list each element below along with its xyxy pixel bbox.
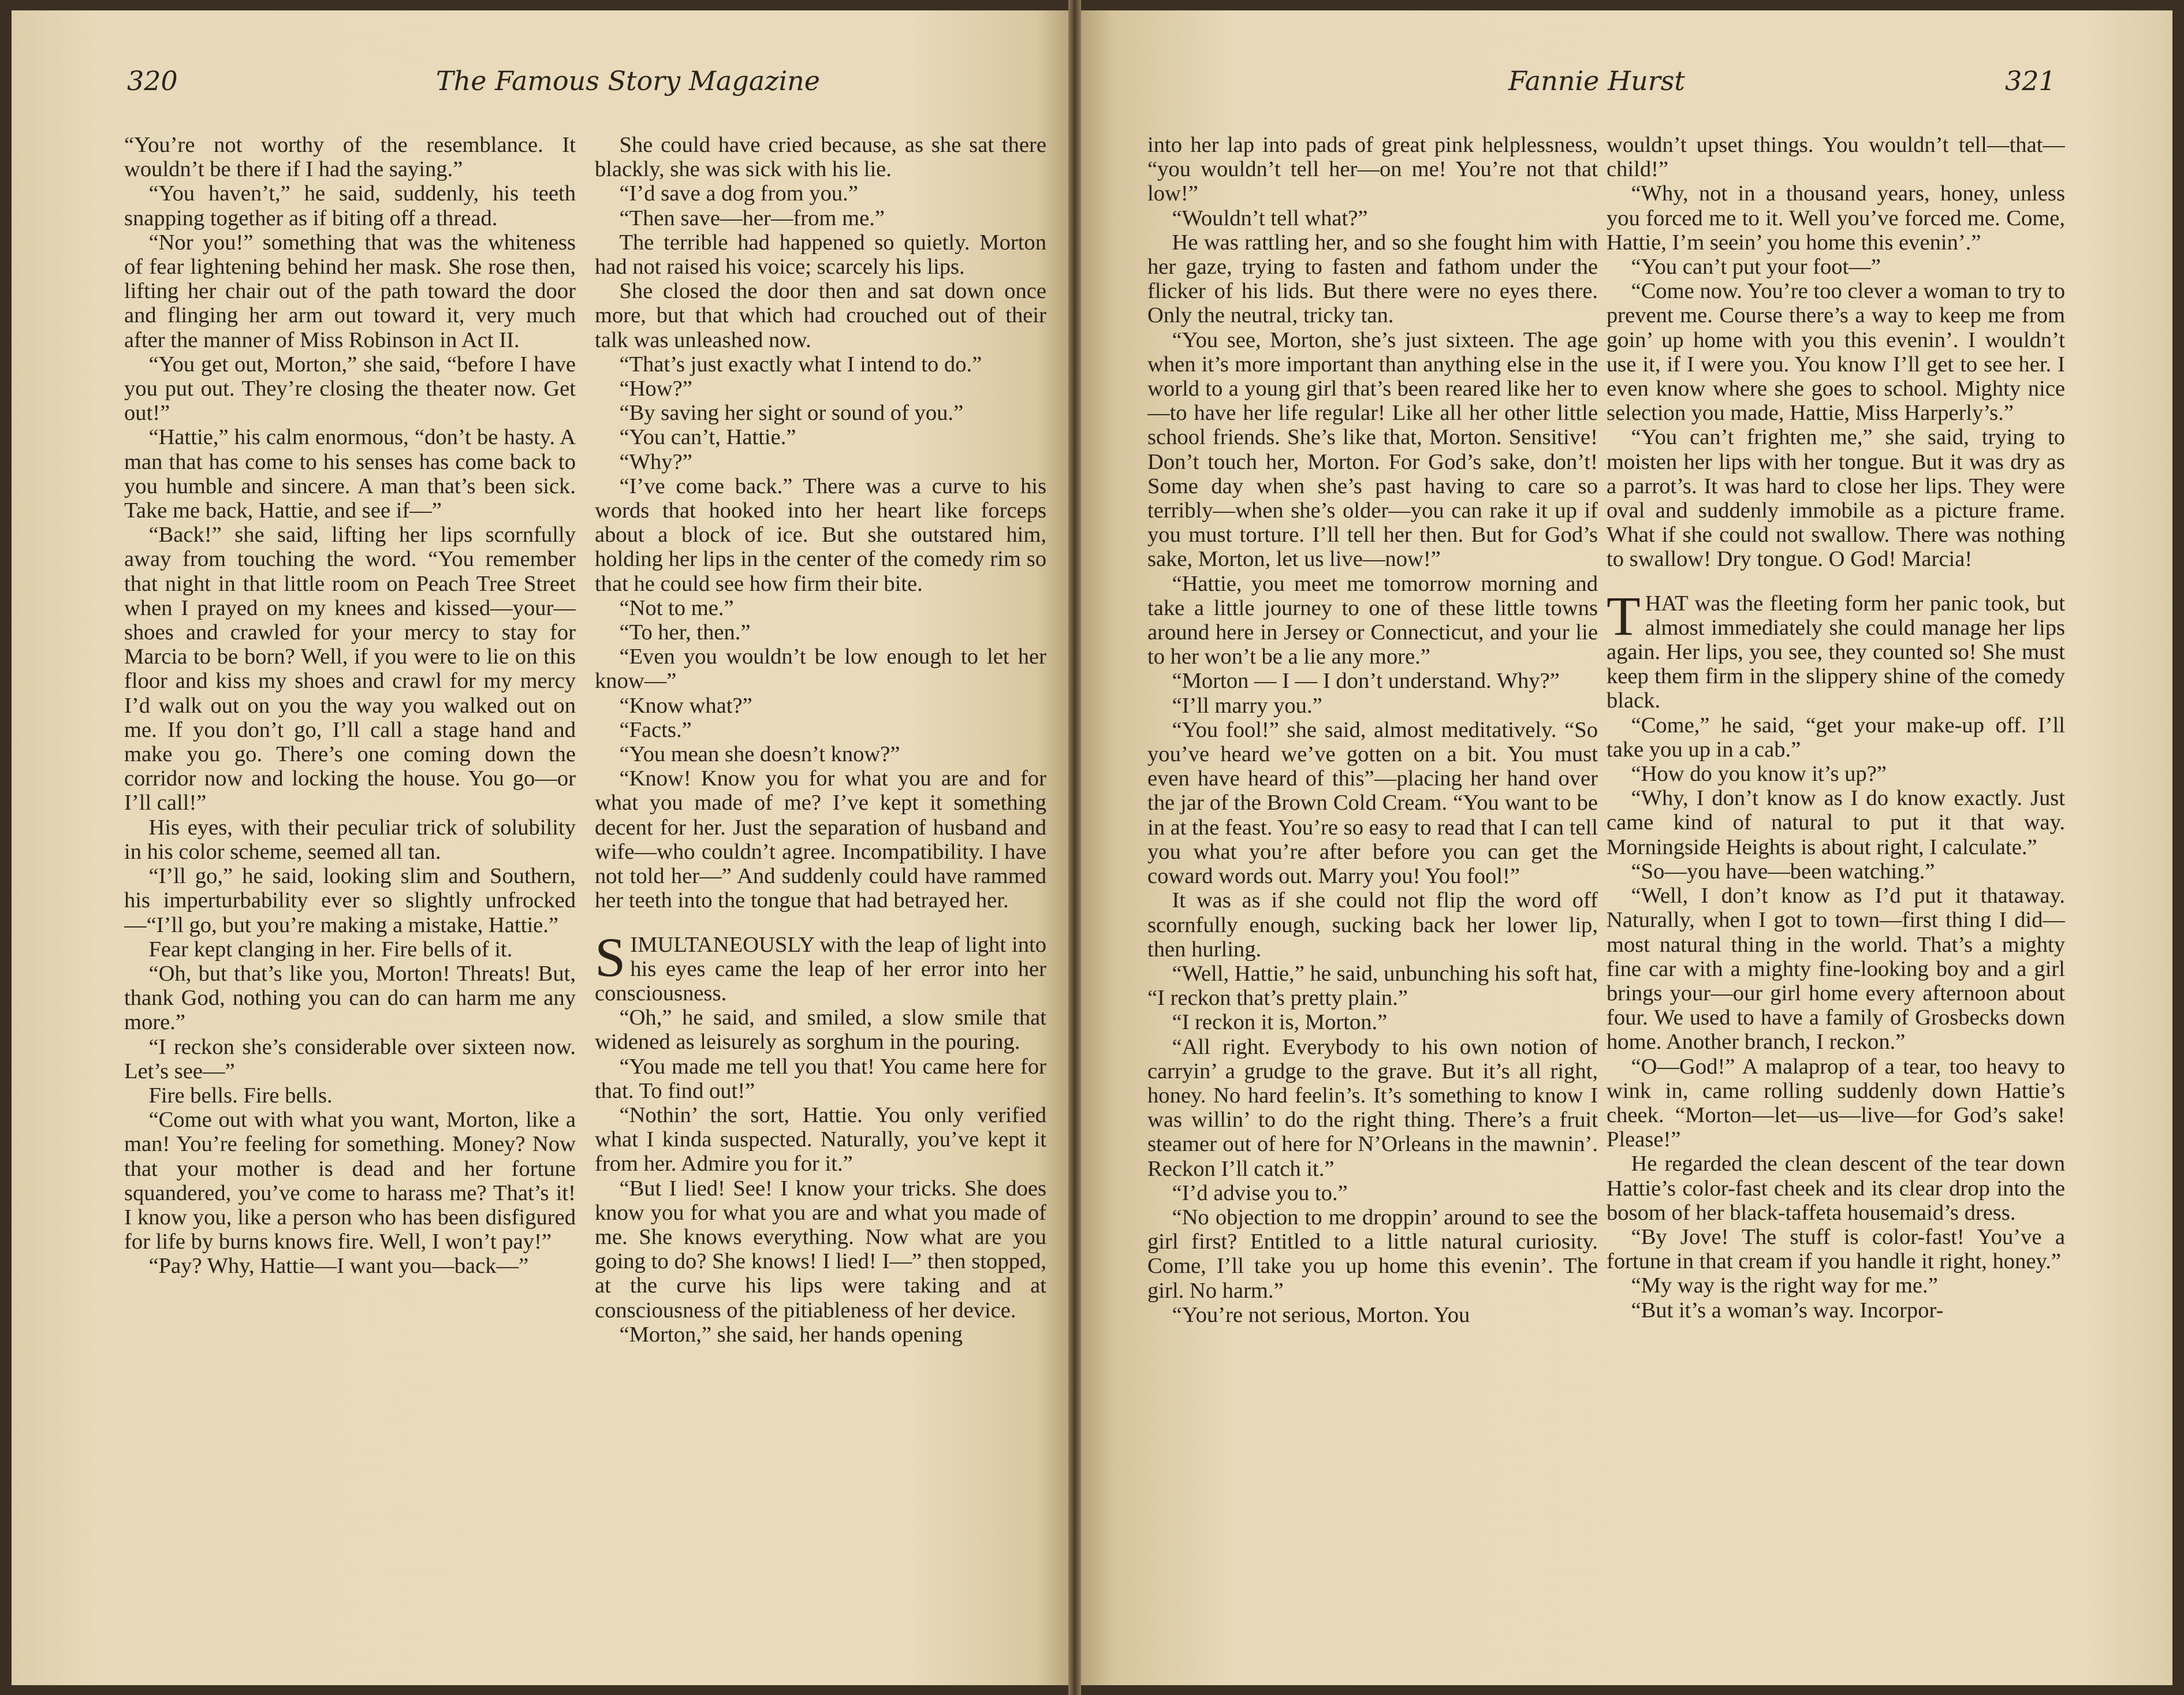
paragraph: “Come now. You’re too clever a woman to try to prevent me. Course there’s a way to keep me from goin’ up home with you this evenin’. I wouldn’t use it, if I were you. You know I’ll get to see her. I even know where she goes to school. Mighty nice selection you made, Hattie, Miss Harperly’s.” xyxy=(1607,279,2065,426)
paragraph: “Why?” xyxy=(619,449,692,474)
paragraph: “So—you have—been watching.” xyxy=(1631,859,1935,884)
paragraph: “I’ll marry you.” xyxy=(1172,693,1322,718)
paragraph: “Hattie,” his calm enormous, “don’t be hasty. A man that has come to his senses has come back to you humble and sincere. A man that’s been sick. Take me back, Hattie, and see if—” xyxy=(124,425,576,523)
paragraph: “Back!” she said, lifting her lips scornfully away from touching the word. “You remember that night in that little room on Peach Tree Street when I prayed on my knees and kissed—your—shoes and crawled for your mercy to stay for Marcia to be born? Well, if you were to lie on this floor and kiss my shoes and crawl for my mercy I’d walk out on you the way you walked out on me. If you don’t go, I’ll call a stage hand and make you go. There’s one coming down the corridor now and locking the house. You go—or I’ll call!” xyxy=(124,523,576,815)
paragraph: “By saving her sight or sound of you.” xyxy=(619,401,964,426)
column-2 xyxy=(595,133,1046,1657)
paragraph: “Morton — I — I don’t understand. Why?” xyxy=(1172,669,1560,694)
paragraph: “No objection to me droppin’ around to see the girl first? Entitled to a little natural curiosity. Come, I’ll take you up home this evenin’. The girl. No harm.” xyxy=(1147,1205,1598,1303)
paragraph: “Know what?” xyxy=(619,693,752,718)
paragraph: “Come,” he said, “get your make-up off. I’ll take you up in a cab.” xyxy=(1607,713,2065,762)
paragraph: “I’ll go,” he said, looking slim and Southern, his imperturbability ever so slightly unfrocked—“I’ll go, but you’re making a mistake, Hattie.” xyxy=(124,864,576,937)
running-head-right: Fannie Hurst xyxy=(1508,65,1685,96)
paragraph: “Well, Hattie,” he said, unbunching his soft hat, “I reckon that’s pretty plain.” xyxy=(1147,961,1598,1011)
paragraph: “I’d save a dog from you.” xyxy=(619,181,858,206)
paragraph: “Pay? Why, Hattie—I want you—back—” xyxy=(148,1254,529,1279)
paragraph: “I reckon she’s considerable over sixteen now. Let’s see—” xyxy=(124,1034,576,1083)
paragraph: “You see, Morton, she’s just sixteen. The age when it’s more important than anything else in the world to a young girl that’s been reared like her to—to have her life regular! Like all her other little school friends. She’s like that, Morton. Sensitive! Don’t touch her, Morton. For God’s sake, don’t! Some day when she’s past having to care so terribly—when she’s older—you can rake it up if you must torture. I’ll tell her then. But for God’s sake, Morton, let us live—now!” xyxy=(1147,327,1598,572)
paragraph: He was rattling her, and so she fought him with her gaze, trying to fasten and fathom under the flicker of his lids. But there were no eyes there. Only the neutral, tricky tan. xyxy=(1147,230,1598,328)
paragraph: “Why, I don’t know as I do know exactly. Just came kind of natural to put it that way. Morningside Heights is about right, I calculate.” xyxy=(1607,786,2065,859)
paragraph: “Then save—her—from me.” xyxy=(619,206,885,230)
paragraph: “You’re not worthy of the resemblance. It wouldn’t be there if I had the saying.” xyxy=(124,133,576,182)
column-4 xyxy=(1607,133,2065,1657)
paragraph: “You get out, Morton,” she said, “before I have you put out. They’re closing the theater now. Get out!” xyxy=(124,352,576,426)
paragraph: “Hattie, you meet me tomorrow morning and take a little journey to one of these little towns around here in Jersey or Connecticut, and your lie to her won’t be a lie any more.” xyxy=(1147,571,1598,669)
paragraph: “My way is the right way for me.” xyxy=(1631,1273,1938,1298)
paragraph: “How do you know it’s up?” xyxy=(1631,762,1887,787)
paragraph: The terrible had happened so quietly. Morton had not raised his voice; scarcely his lips. xyxy=(595,230,1046,280)
section-start-paragraph: SIMULTANEOUSLY with the leap of light into his eyes came the leap of her error into her consciousness. xyxy=(595,926,1046,1005)
paragraph: “You can’t, Hattie.” xyxy=(619,425,796,450)
paragraph: “Why, not in a thousand years, honey, unless you forced me to it. Well you’ve forced me. Come, Hattie, I’m seein’ you home this evenin’.” xyxy=(1607,181,2065,255)
running-head-left: The Famous Story Magazine xyxy=(436,65,821,96)
paragraph: “O—God!” A malaprop of a tear, too heavy to wink in, came rolling suddenly down Hattie’s cheek. “Morton—let—us—live—for God’s sake! Please!” xyxy=(1607,1054,2065,1152)
right-page xyxy=(1081,10,2172,1685)
paragraph: “By Jove! The stuff is color-fast! You’ve a fortune in that cream if you handle it right, honey.” xyxy=(1607,1224,2065,1274)
paragraph: She could have cried because, as she sat there blackly, she was sick with his lie. xyxy=(595,133,1046,182)
paragraph: “But I lied! See! I know your tricks. She does know you for what you are and what you made of me. She knows everything. Now what are you going to do? She knows! I lied! I—” then stopped, at the curve his lips were taking and at consciousness of the pitiableness of her device. xyxy=(595,1176,1046,1323)
paragraph: “Come out with what you want, Morton, like a man! You’re feeling for something. Money? Now that your mother is dead and her fortune squandered, you’ve come to harass me? That’s it! I know you, like a person who has been disfigured for life by burns knows fire. Well, I won’t pay!” xyxy=(124,1108,576,1254)
paragraph: “You mean she doesn’t know?” xyxy=(619,742,900,767)
paragraph: “All right. Everybody to his own notion of carryin’ a grudge to the grave. But it’s all right, honey. No hard feelin’s. It’s something to know I was willin’ to do the right thing. There’s a fruit steamer out of here for N’Orleans in the mawnin’. Reckon I’ll catch it.” xyxy=(1147,1034,1598,1181)
paragraph: “Not to me.” xyxy=(619,595,734,620)
paragraph: “That’s just exactly what I intend to do.” xyxy=(619,352,982,377)
paragraph: “I’ve come back.” There was a curve to his words that hooked into her heart like forceps about a block of ice. But she outstared him, holding her lips in the center of the comedy rim so that he could see how firm their bite. xyxy=(595,474,1046,596)
paragraph: “But it’s a woman’s way. Incorpor- xyxy=(1631,1298,1944,1323)
left-page xyxy=(12,10,1068,1685)
paragraph: “Oh, but that’s like you, Morton! Threats! But, thank God, nothing you can do can harm me any more.” xyxy=(124,961,576,1035)
paragraph: “How?” xyxy=(619,377,692,401)
paragraph: “Well, I don’t know as I’d put it thataway. Naturally, when I got to town—first thing I did—most natural thing in the world. That’s a mighty fine car with a mighty fine-looking boy and a girl brings your—our girl home every afternoon about four. We used to have a family of Grosbecks down home. Another branch, I reckon.” xyxy=(1607,884,2065,1055)
paragraph: “Nothin’ the sort, Hattie. You only verified what I kinda suspected. Naturally, you’ve kept it from her. Admire you for it.” xyxy=(595,1102,1046,1176)
paragraph: His eyes, with their peculiar trick of solubility in his color scheme, seemed all tan. xyxy=(124,815,576,864)
paragraph: “To her, then.” xyxy=(619,620,751,645)
paragraph: “You can’t put your foot—” xyxy=(1631,255,1881,280)
paragraph: “Even you wouldn’t be low enough to let her know—” xyxy=(595,645,1046,694)
paragraph: She closed the door then and sat down once more, but that which had crouched out of their talk was unleashed now. xyxy=(595,279,1046,352)
paragraph: “Facts.” xyxy=(619,717,692,742)
paragraph: wouldn’t upset things. You wouldn’t tell—that—child!” xyxy=(1607,133,2065,182)
paragraph: He regarded the clean descent of the tear down Hattie’s color-fast cheek and its clear drop into the bosom of her black-taffeta housemaid’s dress. xyxy=(1607,1152,2065,1225)
paragraph: “Oh,” he said, and smiled, a slow smile that widened as leisurely as sorghum in the pouring. xyxy=(595,1005,1046,1055)
column-1 xyxy=(124,133,576,1657)
paragraph: “Morton,” she said, her hands opening xyxy=(619,1322,963,1347)
paragraph: “You’re not serious, Morton. You xyxy=(1172,1302,1470,1327)
book-gutter xyxy=(1068,0,1081,1695)
paragraph: into her lap into pads of great pink helplessness, “you wouldn’t tell her—on me! You’re not that low!” xyxy=(1147,133,1598,206)
paragraph: “Know! Know you for what you are and for what you made of me? I’ve kept it something decent for her. Just the separation of husband and wife—who couldn’t agree. Incompatibility. I have not told her—” And suddenly could have rammed her teeth into the tongue that had betrayed her. xyxy=(595,766,1046,913)
paragraph: “Wouldn’t tell what?” xyxy=(1172,206,1368,230)
page-number-left: 320 xyxy=(127,65,178,96)
paragraph: “You fool!” she said, almost meditatively. “So you’ve heard we’ve gotten on a bit. You must even have heard of this”—placing her hand over the jar of the Brown Cold Cream. “You want to be in at the feast. You’re so easy to read that I can tell you what you’re after before you can get the coward words out. Marry you! You fool!” xyxy=(1147,717,1598,889)
paragraph: “I reckon it is, Morton.” xyxy=(1172,1010,1388,1035)
paragraph: “Nor you!” something that was the whiteness of fear lightening behind her mask. She rose then, lifting her chair out of the path toward the door and flinging her arm out toward it, very much after the manner of Miss Robinson in Act II. xyxy=(124,230,576,352)
paragraph: “I’d advise you to.” xyxy=(1172,1180,1348,1205)
paragraph: “You haven’t,” he said, suddenly, his teeth snapping together as if biting off a thread. xyxy=(124,181,576,230)
paragraph: It was as if she could not flip the word off scornfully enough, sucking back her lower lip, then hurling. xyxy=(1147,888,1598,962)
paragraph: “You made me tell you that! You came here for that. To find out!” xyxy=(595,1054,1046,1103)
section-start-paragraph: THAT was the fleeting form her panic took, but almost immediately she could manage her lips again. Her lips, you see, they counted so! She must keep them firm in the slippery shine of the comedy black. xyxy=(1607,584,2065,713)
paragraph: Fire bells. Fire bells. xyxy=(148,1083,333,1108)
paragraph: “You can’t frighten me,” she said, trying to moisten her lips with her tongue. But it was dry as a parrot’s. It was hard to close her lips. They were oval and suddenly immobile as a picture frame. What if she could not swallow. There was nothing to swallow! Dry tongue. O God! Marcia! xyxy=(1607,425,2065,572)
column-3 xyxy=(1147,133,1598,1657)
page-number-right: 321 xyxy=(2005,65,2056,96)
paragraph: Fear kept clanging in her. Fire bells of it. xyxy=(148,937,513,962)
